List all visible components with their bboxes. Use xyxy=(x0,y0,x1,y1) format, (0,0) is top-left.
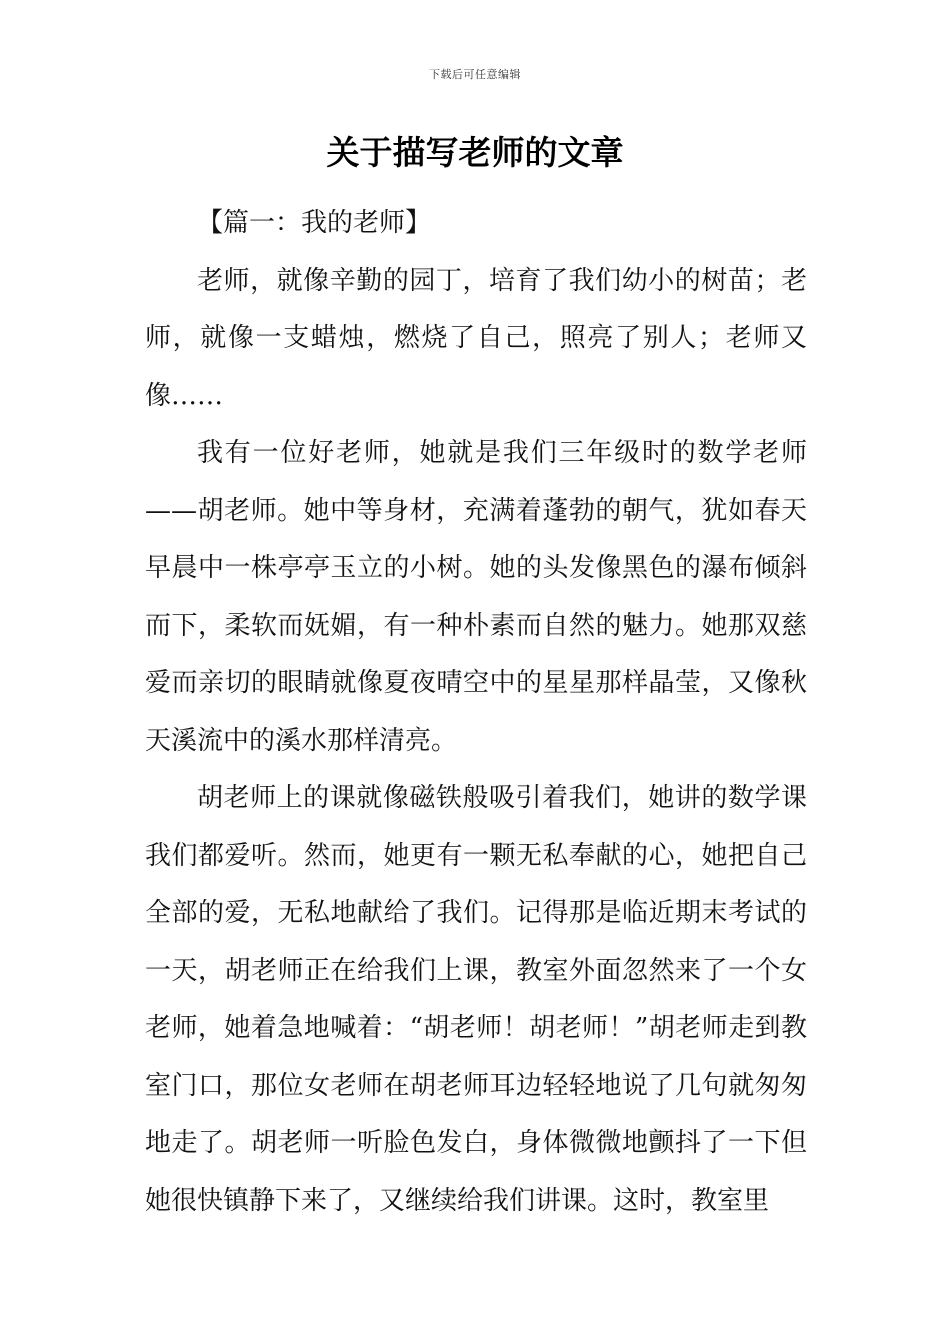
paragraph-3: 胡老师上的课就像磁铁般吸引着我们，她讲的数学课我们都爱听。然而，她更有一颗无私奉献的心，她把自己全部的爱，无私地献给了我们。记得那是临近期末考试的一天，胡老师正在给我们上课，教室外面忽然来了一个女老师，她着急地喊着：“胡老师！胡老师！”胡老师走到教室门口，那位女老师在胡老师耳边轻轻地说了几句就匆匆地走了。胡老师一听脸色发白，身体微微地颤抖了一下但她很快镇静下来了，又继续给我们讲课。这时，教室里 xyxy=(145,783,807,1216)
document-title: 关于描写老师的文章 xyxy=(326,133,624,172)
document-body xyxy=(145,195,807,1230)
paragraph-2: 我有一位好老师，她就是我们三年级时的数学老师——胡老师。她中等身材，充满着蓬勃的朝气，犹如春天早晨中一株亭亭玉立的小树。她的头发像黑色的瀑布倾斜而下，柔软而妩媚，有一种朴素而自然的魅力。她那双慈爱而亲切的眼睛就像夏夜晴空中的星星那样晶莹，又像秋天溪流中的溪水那样清亮。 xyxy=(145,438,807,756)
header-note: 下载后可任意编辑 xyxy=(429,68,521,81)
section-heading: 【篇一：我的老师】 xyxy=(197,208,432,238)
paragraph-1: 老师，就像辛勤的园丁，培育了我们幼小的树苗；老师，就像一支蜡烛，燃烧了自己，照亮了别人；老师又像…… xyxy=(145,265,807,411)
